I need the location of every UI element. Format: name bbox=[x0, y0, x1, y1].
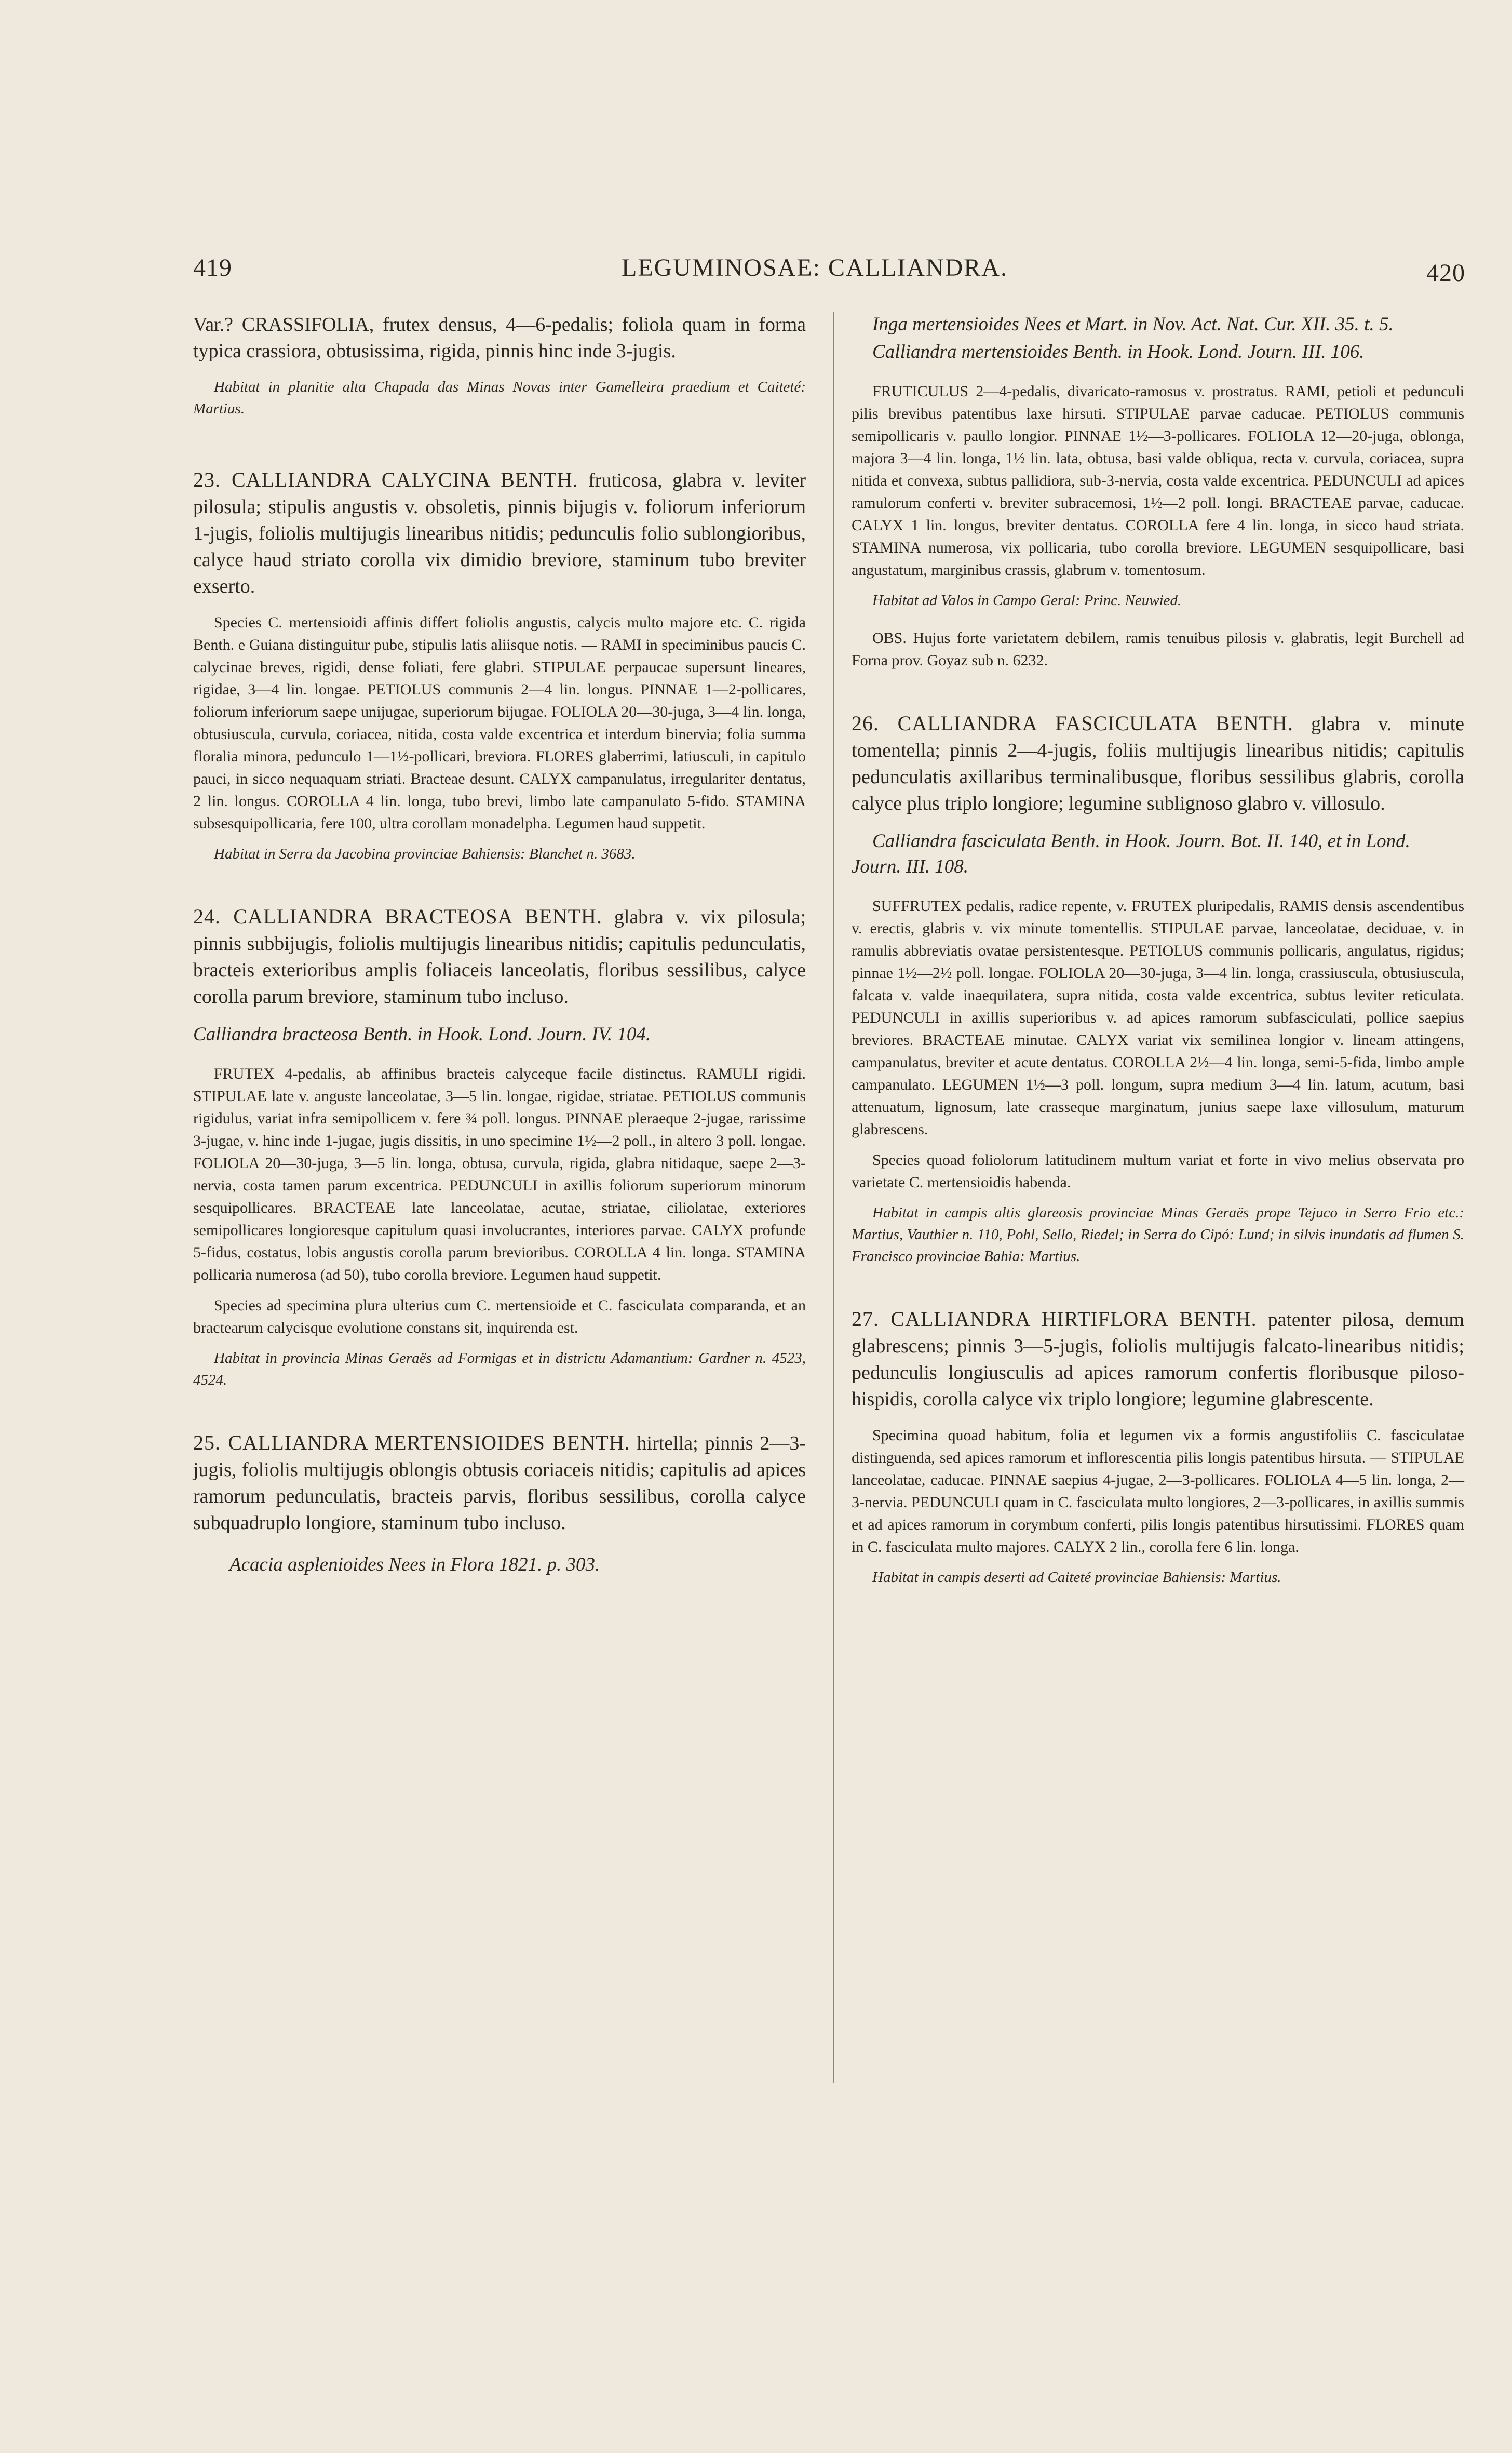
species-25-synonym: Acacia asplenioides Nees in Flora 1821. p. 303. bbox=[230, 1554, 600, 1575]
running-title: LEGUMINOSAE: CALLIANDRA. bbox=[622, 254, 1008, 282]
species-24-note: Species ad specimina plura ulterius cum C. mertensioide et C. fasciculata comparanda, et an bractearum calycisque evolutione constans sit, inquirenda est. bbox=[193, 1297, 806, 1336]
species-26-heading: 26. CALLIANDRA FASCICULATA BENTH. bbox=[852, 712, 1293, 735]
page-header bbox=[193, 253, 1465, 295]
species-23-habitat: Habitat in Serra da Jacobina provinciae Bahiensis: Blanchet n. 3683. bbox=[214, 846, 636, 862]
species-27-habitat: Habitat in campis deserti ad Caiteté provinciae Bahiensis: Martius. bbox=[872, 1569, 1281, 1586]
species-26-diagnosis-text: glabra v. minute tomentella; pinnis 2—4-jugis, foliis multijugis linearibus nitidis; capitulis pedunculatis axillaribus terminalibusque, floribus sessilibus glabris, corolla calyce plus triplo longiore; legumine sublignoso glabro v. villosulo. bbox=[852, 713, 1464, 814]
species-23-heading: 23. CALLIANDRA CALYCINA BENTH. bbox=[193, 468, 578, 491]
species-25-description: FRUTICULUS 2—4-pedalis, divaricato-ramosus v. prostratus. RAMI, petioli et pedunculi pilis brevibus patentibus laxe hirsuti. STIPULAE parvae caducae. PETIOLUS communis semipollicaris v. paullo longior. PINNAE 1½—3-pollicares. FOLIOLA 12—20-juga, oblonga, majora 3—4 lin. longa, 1½ lin. lata, obtusa, basi valde obliqua, recta v. curvula, coriacea, supra nitida et convexa, subtus pallidiora, sub-3-nervia, costa valde excentrica. PEDUNCULI ad apices ramulorum conferti v. breviter subracemosi, 1½—2 poll. longi. BRACTEAE parvae, caducae. CALYX 1 lin. longus, breviter dentatus. COROLLA fere 4 lin. longa, in sicco haud striata. STAMINA numerosa, vix pollicaria, tubo corolla breviore. LEGUMEN sesquipollicare, basi angustatum, marginibus crassis, glabrum v. tomentosum. bbox=[852, 383, 1464, 579]
species-24-description: FRUTEX 4-pedalis, ab affinibus bracteis calyceque facile distinctus. RAMULI rigidi. STIPULAE late v. anguste lanceolatae, 3—5 lin. longae, rigidae, striatae. PETIOLUS communis rigidulus, variat infra semipollicem v. fere ¾ poll. longus. PINNAE pleraeque 2-jugae, rarissime 3-jugae, v. hinc inde 1-jugae, jugis dissitis, in uno specimine 1½—2 poll., in altero 3 poll. longae. FOLIOLA 20—30-juga, 3—5 lin. longa, obtusa, curvula, rigida, glabra nitidaque, saepe 2—3-nervia, costa tamen parum excentrica. PEDUNCULI in axillis foliorum superiorum minorum sesquipollicares. BRACTEAE late lanceolatae, acutae, striatae, ciliolatae, exteriores semipollicares longioresque capitulum quasi involucrantes, interiores parvae. CALYX profunde 5-fidus, costatus, lobis angustis corolla parum brevioribus. COROLLA 4 lin. longa. STAMINA pollicaria numerosa (ad 50), tubo corolla breviore. Legumen haud suppetit. bbox=[193, 1065, 806, 1283]
species-23-description: Species C. mertensioidi affinis differt foliolis angustis, calycis multo majore etc. C. rigida Benth. e Guiana distinguitur pube, stipulis latis aliisque notis. — RAMI in speciminibus paucis C. calycinae breves, rigidi, dense foliati, fere glabri. STIPULAE perpaucae supersunt lineares, rigidae, 3—4 lin. longae. PETIOLUS communis 2—4 lin. longus. PINNAE 1—2-pollicares, foliorum inferiorum saepe unijugae, superiorum bijugae. FOLIOLA 20—30-juga, 3—4 lin. longa, obtusiuscula, curvula, coriacea, nitida, costa valde excentrica et interdum binervia; folia summa floralia minora, pedunculo 1—1½-pollicari, breviora. FLORES glaberrimi, latiusculi, in capitulo pauci, in sicco nequaquam striati. Bracteae desunt. CALYX campanulatus, irregulariter dentatus, 2 lin. longus. COROLLA 4 lin. longa, tubo brevi, limbo late campanulato 5-fido. STAMINA subsesquipollicaria, fere 100, ultra corollam monadelpha. Legumen haud suppetit. bbox=[193, 614, 806, 832]
right-column bbox=[852, 312, 1464, 1627]
species-25-synonym-calliandra: Calliandra mertensioides Benth. in Hook. Lond. Journ. III. 106. bbox=[872, 341, 1365, 363]
species-24-diagnosis-text: glabra v. vix pilosula; pinnis subbijugis, foliolis multijugis linearibus nitidis; capitulis pedunculatis, bracteis exterioribus amplis foliaceis lanceolatis, floribus sessilibus, calyce corolla parum breviore, staminum tubo incluso. bbox=[193, 906, 806, 1008]
variety-crassifolia-habitat: Habitat in planitie alta Chapada das Minas Novas inter Gamelleira praedium et Caiteté: Martius. bbox=[193, 379, 806, 417]
species-23-diagnosis-text: fruticosa, glabra v. leviter pilosula; stipulis angustis v. obsoletis, pinnis bijugis v. foliorum inferiorum 1-jugis, foliolis multijugis linearibus nitidis; pedunculis folio sublongioribus, calyce haud striato corolla vix dimidio breviore, staminum tubo breviter exserto. bbox=[193, 470, 806, 597]
left-column bbox=[193, 312, 806, 1593]
species-24-habitat: Habitat in provincia Minas Geraës ad Formigas et in districtu Adamantium: Gardner n. 4523, 4524. bbox=[193, 1350, 806, 1388]
species-24-diagnosis bbox=[193, 903, 806, 1010]
species-25-diagnosis bbox=[193, 1429, 806, 1536]
species-27-heading: 27. CALLIANDRA HIRTIFLORA BENTH. bbox=[852, 1307, 1257, 1331]
species-23-diagnosis bbox=[193, 466, 806, 600]
species-24-synonym: Calliandra bracteosa Benth. in Hook. Lond. Journ. IV. 104. bbox=[193, 1024, 651, 1045]
species-26-description: SUFFRUTEX pedalis, radice repente, v. FRUTEX pluripedalis, RAMIS densis ascendentibus v. erectis, glabris v. vix minute tomentellis. STIPULAE parvae, lanceolatae, deciduae, v. in ramulis abbreviatis ovatae persistentesque. PETIOLUS communis pollicaris, angulatus, rigidus; pinnae 1½—2½ poll. longae. FOLIOLA 20—30-juga, 3—4 lin. longa, crassiuscula, obtusiuscula, falcata v. valde inaequilatera, supra nitida, costa valde excentrica, subtus leviter reticulata. PEDUNCULI in axillis superioribus v. ad apices ramorum subfasciculati, pollice saepius breviores. BRACTEAE minutae. CALYX variat vix semilinea longior v. lineam attingens, campanulatus, breviter et acute dentatus. COROLLA 2½—4 lin. longa, semi-5-fida, limbo ample campanulato. LEGUMEN 1½—3 poll. longum, supra medium 3—4 lin. latum, acutum, basi attenuatum, lignosum, late crasseque marginatum, junius saepe laxe villosulum, maturum glabrescens. bbox=[852, 897, 1464, 1138]
page-number-right: 420 bbox=[1426, 259, 1465, 287]
page-number-left: 419 bbox=[193, 254, 232, 282]
species-27-description: Specimina quoad habitum, folia et legumen vix a formis angustifoliis C. fasciculatae distinguenda, sed apices ramorum et inflorescentia pilis longis patentibus hirsuta. — STIPULAE lanceolatae, caducae. PINNAE saepius 4-jugae, 2—3-pollicares. FOLIOLA 4—5 lin. longa, 2—3-nervia. PEDUNCULI quam in C. fasciculata multo longiores, 2—3-pollicares, in axillis summis et ad apices ramorum in corymbum conferti, pilis longis patentibus hirsutissimi. FLORES quam in C. fasciculata multo majores. CALYX 2 lin., corolla fere 6 lin. longa. bbox=[852, 1427, 1464, 1556]
variety-crassifolia-text: Var.? CRASSIFOLIA, frutex densus, 4—6-pedalis; foliola quam in forma typica crassiora, obtusissima, rigida, pinnis hinc inde 3-jugis. bbox=[193, 314, 806, 362]
species-26-note: Species quoad foliolorum latitudinem multum variat et forte in vivo melius observata pro varietate C. mertensioidis habenda. bbox=[852, 1151, 1464, 1191]
species-24-heading: 24. CALLIANDRA BRACTEOSA BENTH. bbox=[193, 905, 602, 928]
species-25-habitat: Habitat ad Valos in Campo Geral: Princ. Neuwied. bbox=[872, 592, 1182, 609]
species-27-diagnosis bbox=[852, 1306, 1464, 1413]
species-25-diagnosis-text: hirtella; pinnis 2—3-jugis, foliolis multijugis oblongis obtusis coriaceis nitidis; capitulis ad apices ramorum pedunculatis, bracteis parvis, floribus sessilibus, corolla calyce subquadruplo longiore, staminum tubo incluso. bbox=[193, 1432, 806, 1534]
species-25-observation: OBS. Hujus forte varietatem debilem, ramis tenuibus pilosis v. glabratis, legit Burchell ad Forna prov. Goyaz sub n. 6232. bbox=[852, 629, 1464, 669]
species-26-synonym: Calliandra fasciculata Benth. in Hook. Journ. Bot. II. 140, et in Lond. Journ. III. 108. bbox=[852, 830, 1410, 877]
column-divider bbox=[833, 312, 834, 2083]
species-25-heading: 25. CALLIANDRA MERTENSIOIDES BENTH. bbox=[193, 1431, 630, 1454]
species-26-habitat: Habitat in campis altis glareosis provinciae Minas Geraës prope Tejuco in Serro Frio etc.: Martius, Vauthier n. 110, Pohl, Sello, Riedel; in Serra do Cipó: Lund; in silvis inundatis ad flumen S. Francisco provinciae Bahia: Martius. bbox=[852, 1204, 1464, 1265]
species-25-synonym-inga: Inga mertensioides Nees et Mart. in Nov. Act. Nat. Cur. XII. 35. t. 5. bbox=[872, 314, 1394, 335]
species-26-diagnosis bbox=[852, 710, 1464, 817]
species-27-diagnosis-text: patenter pilosa, demum glabrescens; pinnis 3—5-jugis, foliolis multijugis falcato-linearibus nitidis; pedunculis longiusculis ad apices ramorum confertis floribusque piloso-hispidis, corolla calyce vix triplo longiore; legumine glabrescente. bbox=[852, 1309, 1464, 1410]
